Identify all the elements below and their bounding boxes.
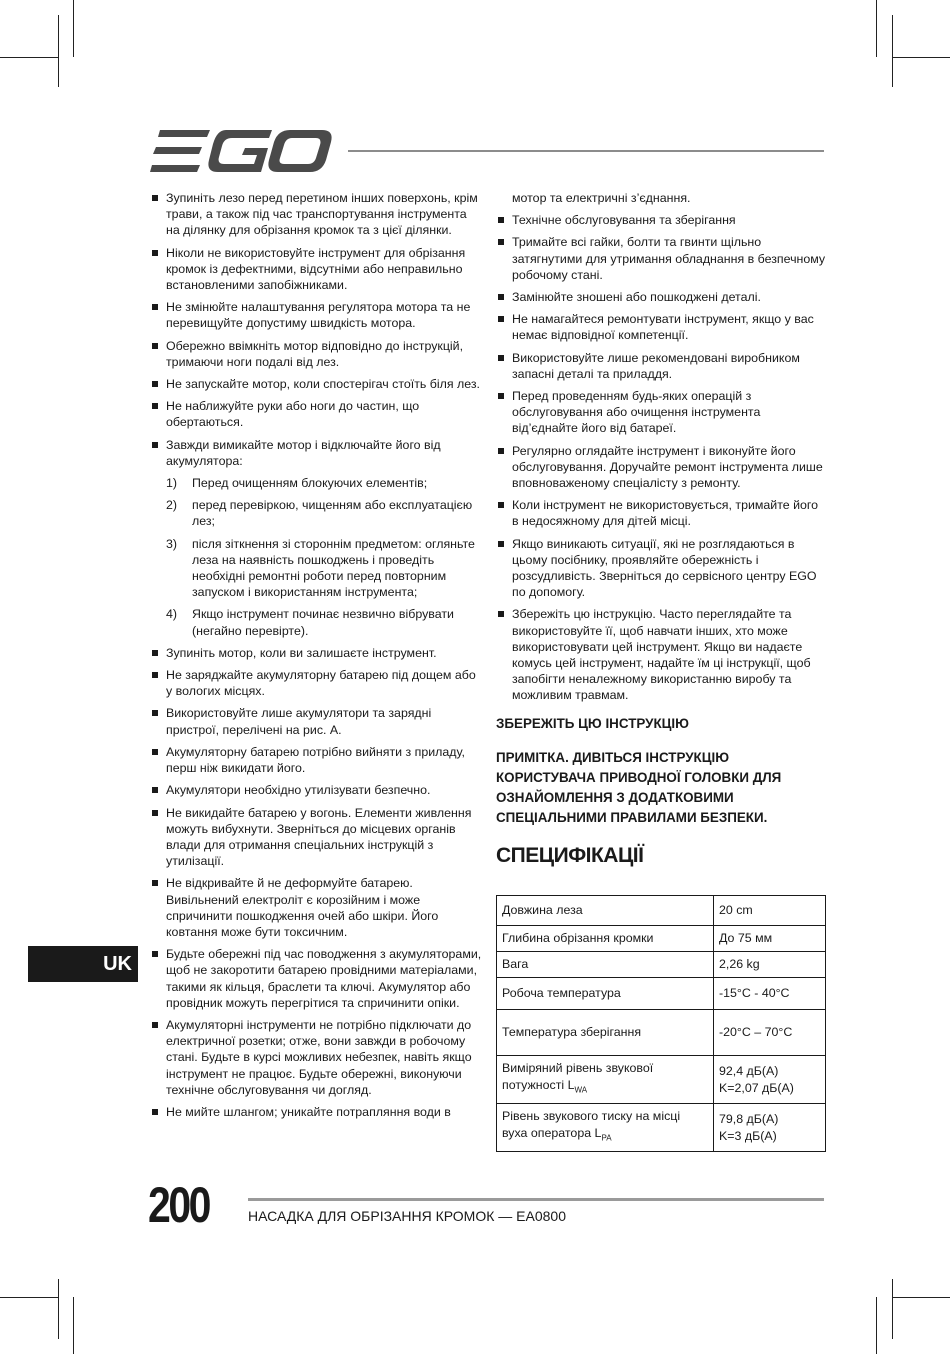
list-item: Не змінюйте налаштування регулятора мотора та не перевищуйте допустиму швидкість мотора. xyxy=(150,299,482,331)
table-row xyxy=(497,978,826,1010)
page-number: 200 xyxy=(148,1177,210,1233)
crop-mark xyxy=(73,0,74,57)
table-row xyxy=(497,1010,826,1056)
crop-mark xyxy=(58,15,59,87)
list-item: Використовуйте лише акумулятори та зарядні пристрої, перелічені на рис. А. xyxy=(150,705,482,737)
spec-label: Глибина обрізання кромки xyxy=(497,926,714,952)
list-item: Не мийте шлангом; уникайте потрапляння води в xyxy=(150,1104,482,1120)
crop-mark xyxy=(73,1297,74,1354)
list-item: Не відкривайте й не деформуйте батарею. Вивільнений електроліт є корозійним і може спричинити пошкодження очей або шкіри. Його ковтання може бути токсичним. xyxy=(150,875,482,940)
crop-mark xyxy=(892,1279,893,1339)
specifications-title: СПЕЦИФІКАЦІЇ xyxy=(496,843,644,867)
spec-label: Температура зберігання xyxy=(497,1010,714,1056)
list-item: Замінюйте зношені або пошкоджені деталі. xyxy=(496,289,826,305)
note-heading: ПРИМІТКА. ДИВІТЬСЯ ІНСТРУКЦІЮ КОРИСТУВАЧА ПРИВОДНОЇ ГОЛОВКИ ДЛЯ ОЗНАЙОМЛЕННЯ З ДОДАТКОВИМИ СПЕЦІАЛЬНИМИ ПРАВИЛАМИ БЕЗПЕКИ. xyxy=(496,749,782,825)
spec-value: До 75 мм xyxy=(714,926,826,952)
crop-mark xyxy=(892,15,893,87)
crop-mark xyxy=(876,1297,877,1354)
list-item: Перед проведенням будь-яких операцій з обслуговування або очищення інструмента від’єднайте його від батареї. xyxy=(496,388,826,437)
right-column xyxy=(496,190,826,867)
table-row xyxy=(497,1104,826,1152)
crop-mark xyxy=(0,1297,58,1298)
list-item-continuation: мотор та електричні з’єднання. xyxy=(512,191,691,205)
crop-mark xyxy=(876,0,877,57)
specifications-table xyxy=(496,895,826,1152)
list-item: Акумуляторну батарею потрібно вийняти з приладу, перш ніж викидати його. xyxy=(150,744,482,776)
spec-label: Довжина леза xyxy=(497,896,714,926)
spec-label: Виміряний рівень звукової потужності $L_{WA}$ xyxy=(497,1056,714,1104)
list-item: Будьте обережні під час поводження з акумуляторами, щоб не закоротити батарею провідними матеріалами, такими як кільця, браслети та ключі. Акумулятор або провідник можуть перегрітися та спричинити опіки. xyxy=(150,946,482,1011)
crop-mark xyxy=(0,57,58,58)
save-instructions-heading: ЗБЕРЕЖІТЬ ЦЮ ІНСТРУКЦІЮ xyxy=(496,715,689,731)
list-item: Якщо виникають ситуації, які не розглядаються в цьому посібнику, проявляйте обережність і розсудливість. Зверніться до сервісного центру EGO по допомогу. xyxy=(496,536,826,601)
list-item: Не наближуйте руки або ноги до частин, що обертаються. xyxy=(150,398,482,430)
list-item: Завжди вимикайте мотор і відключайте його від акумулятора: xyxy=(150,437,482,469)
list-item: Тримайте всі гайки, болти та гвинти щільно затягнутими для утримання обладнання в безпечному робочому стані. xyxy=(496,234,826,283)
numbered-item: 2) перед перевіркою, чищенням або експлуатацією лез; xyxy=(166,498,473,529)
list-item: Збережіть цю інструкцію. Часто переглядайте та використовуйте її, щоб навчати інших, хто може використовувати цей інструмент. Якщо ви надаєте комусь цей інструмент, надайте їм ці інструкції, щоб запобігти неналежному використанню виробу та можливим травмам. xyxy=(496,606,826,703)
list-item: Зупиніть лезо перед перетином інших поверхонь, крім трави, а також під час транспортування інструмента на ділянку для обрізання кромок та з цієї ділянки. xyxy=(150,190,482,239)
spec-value: -20°C – 70°C xyxy=(714,1010,826,1056)
list-item: Акумулятори необхідно утилізувати безпечно. xyxy=(150,782,482,798)
table-row xyxy=(497,952,826,978)
safety-list-top xyxy=(150,190,482,469)
list-item: Не викидайте батарею у вогонь. Елементи живлення можуть вибухнути. Зверніться до місцевих органів влади для отримання спеціальних інструкцій з утилізації. xyxy=(150,805,482,870)
spec-value: -15°C - 40°C xyxy=(714,978,826,1010)
crop-mark xyxy=(892,1297,950,1298)
safety-list-bottom xyxy=(150,645,482,1120)
spec-label: Рівень звукового тиску на місці вуха оператора $L_{PA}$ xyxy=(497,1104,714,1152)
list-item: Регулярно оглядайте інструмент і виконуйте його обслуговування. Доручайте ремонт інструмента лише вповноваженому спеціалісту з ремонту. xyxy=(496,443,826,492)
footer-rule xyxy=(248,1198,824,1201)
spec-value: 92,4 дБ(A) K=2,07 дБ(A) xyxy=(714,1056,826,1104)
table-row xyxy=(497,896,826,926)
list-item: Технічне обслуговування та зберігання xyxy=(496,212,826,228)
footer-product-title: НАСАДКА ДЛЯ ОБРІЗАННЯ КРОМОК — EA0800 xyxy=(248,1208,566,1224)
list-item: Ніколи не використовуйте інструмент для обрізання кромок із дефектними, відсутніми або неправильно встановленими запобіжниками. xyxy=(150,245,482,294)
list-item: Акумуляторні інструменти не потрібно підключати до електричної розетки; отже, вони завжди в робочому стані. Будьте в курсі можливих небезпек, навіть якщо інструмент не працює. Будьте обережні, виконуючи технічне обслуговування чи догляд. xyxy=(150,1017,482,1098)
table-row xyxy=(497,926,826,952)
list-item: Не запускайте мотор, коли спостерігач стоїть біля лез. xyxy=(150,376,482,392)
numbered-item: 4) Якщо інструмент починає незвично вібрувати (негайно перевірте). xyxy=(166,607,454,638)
left-column xyxy=(150,190,482,1126)
list-item: Не намагайтеся ремонтувати інструмент, якщо у вас немає відповідної компетенції. xyxy=(496,311,826,343)
ego-logo xyxy=(150,130,332,172)
header-rule xyxy=(348,150,824,152)
list-item: Зупиніть мотор, коли ви залишаєте інструмент. xyxy=(150,645,482,661)
table-row xyxy=(497,1056,826,1104)
list-item: Не заряджайте акумуляторну батарею під дощем або у вологих місцях. xyxy=(150,667,482,699)
spec-value: 2,26 kg xyxy=(714,952,826,978)
numbered-item: 1) Перед очищенням блокуючих елементів; xyxy=(166,476,428,491)
spec-value: 20 cm xyxy=(714,896,826,926)
spec-label: Робоча температура xyxy=(497,978,714,1010)
crop-mark xyxy=(58,1279,59,1339)
spec-value: 79,8 дБ(A) K=3 дБ(A) xyxy=(714,1104,826,1152)
language-tab: UK xyxy=(28,946,138,982)
maintenance-list xyxy=(496,190,826,704)
crop-mark xyxy=(892,57,950,58)
numbered-list xyxy=(150,475,482,639)
list-item: Обережно ввімкніть мотор відповідно до інструкцій, тримаючи ноги подалі від лез. xyxy=(150,338,482,370)
list-item: Використовуйте лише рекомендовані виробником запасні деталі та приладдя. xyxy=(496,350,826,382)
list-item: Коли інструмент не використовується, тримайте його в недосяжному для дітей місці. xyxy=(496,497,826,529)
spec-label: Вага xyxy=(497,952,714,978)
numbered-item: 3) після зіткнення зі стороннім предметом: огляньте леза на наявність пошкоджень і проведіть необхідні ремонтні роботи перед повторним запуском і використанням інструмента; xyxy=(166,536,475,600)
